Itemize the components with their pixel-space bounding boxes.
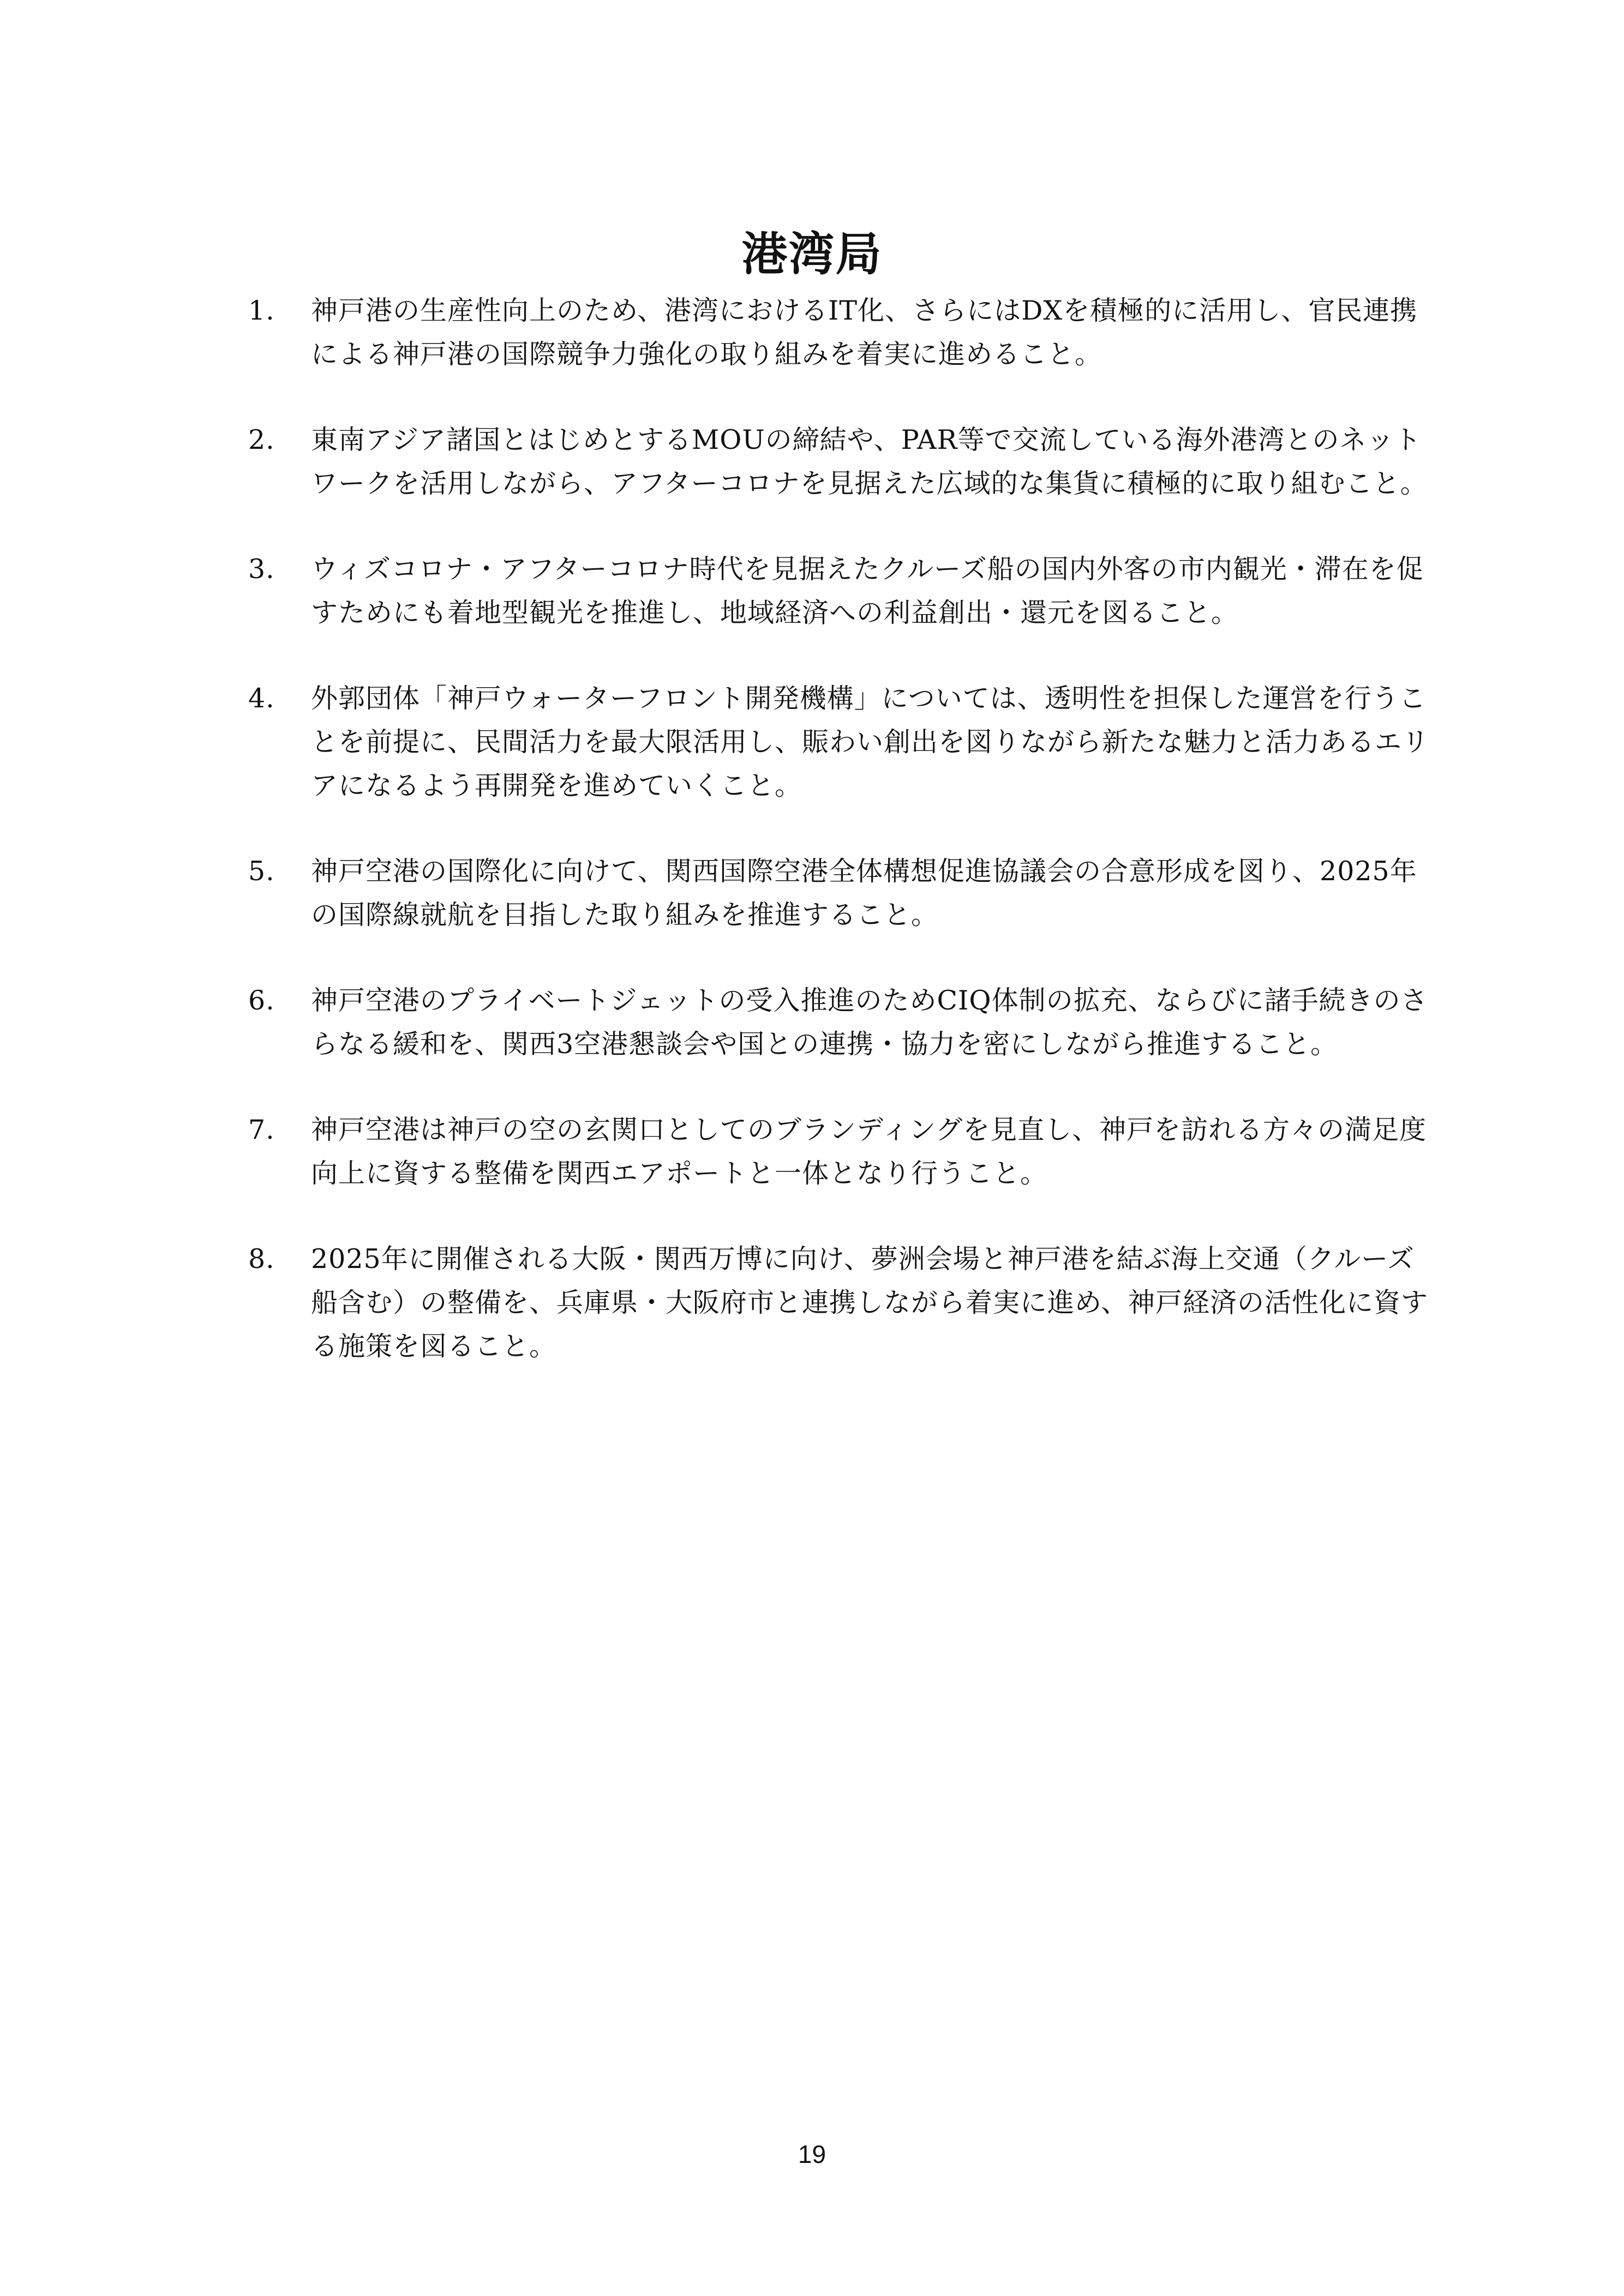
item-number: 7. — [248, 1114, 275, 1145]
item-number: 6. — [248, 985, 275, 1016]
item-text: 神戸空港のプライベートジェットの受入推進のためCIQ体制の拡充、ならびに諸手続きのさらなる緩和を、関西3空港懇談会や国との連携・協力を密にしながら推進すること。 — [311, 985, 1428, 1060]
request-list — [248, 289, 1432, 1410]
list-item — [248, 850, 1432, 937]
list-item — [248, 979, 1432, 1066]
list-item — [248, 677, 1432, 808]
item-text: 2025年に開催される大阪・関西万博に向け、夢洲会場と神戸港を結ぶ海上交通（クルーズ船含む）の整備を、兵庫県・大阪府市と連携しながら着実に進め、神戸経済の活性化に資する施策を図ること。 — [311, 1243, 1429, 1362]
item-text: 神戸港の生産性向上のため、港湾におけるIT化、さらにはDXを積極的に活用し、官民連携による神戸港の国際競争力強化の取り組みを着実に進めること。 — [311, 295, 1418, 370]
page-title: 港湾局 — [741, 227, 883, 281]
item-number: 3. — [248, 554, 275, 585]
item-text: 東南アジア諸国とはじめとするMOUの締結や、PAR等で交流している海外港湾とのネットワークを活用しながら、アフターコロナを見据えた広域的な集貨に積極的に取り組むこと。 — [311, 424, 1428, 499]
list-item — [248, 418, 1432, 506]
list-item — [248, 1237, 1432, 1368]
item-text: ウィズコロナ・アフターコロナ時代を見据えたクルーズ船の国内外客の市内観光・滞在を促すためにも着地型観光を推進し、地域経済への利益創出・還元を図ること。 — [311, 554, 1424, 628]
page-number: 19 — [798, 2140, 826, 2168]
list-item — [248, 548, 1432, 635]
list-item — [248, 1108, 1432, 1195]
item-number: 2. — [248, 424, 275, 455]
list-item — [248, 289, 1432, 376]
item-number: 1. — [248, 295, 275, 326]
item-number: 8. — [248, 1243, 275, 1275]
item-text: 神戸空港は神戸の空の玄関口としてのブランディングを見直し、神戸を訪れる方々の満足度向上に資する整備を関西エアポートと一体となり行うこと。 — [311, 1114, 1427, 1189]
item-number: 4. — [248, 683, 275, 714]
item-text: 神戸空港の国際化に向けて、関西国際空港全体構想促進協議会の合意形成を図り、2025年の国際線就航を目指した取り組みを推進すること。 — [311, 856, 1417, 930]
item-text: 外郭団体「神戸ウォーターフロント開発機構」については、透明性を担保した運営を行うことを前提に、民間活力を最大限活用し、賑わい創出を図りながら新たな魅力と活力あるエリアになるよう再開発を進めていくこと。 — [311, 683, 1430, 801]
item-number: 5. — [248, 856, 275, 887]
